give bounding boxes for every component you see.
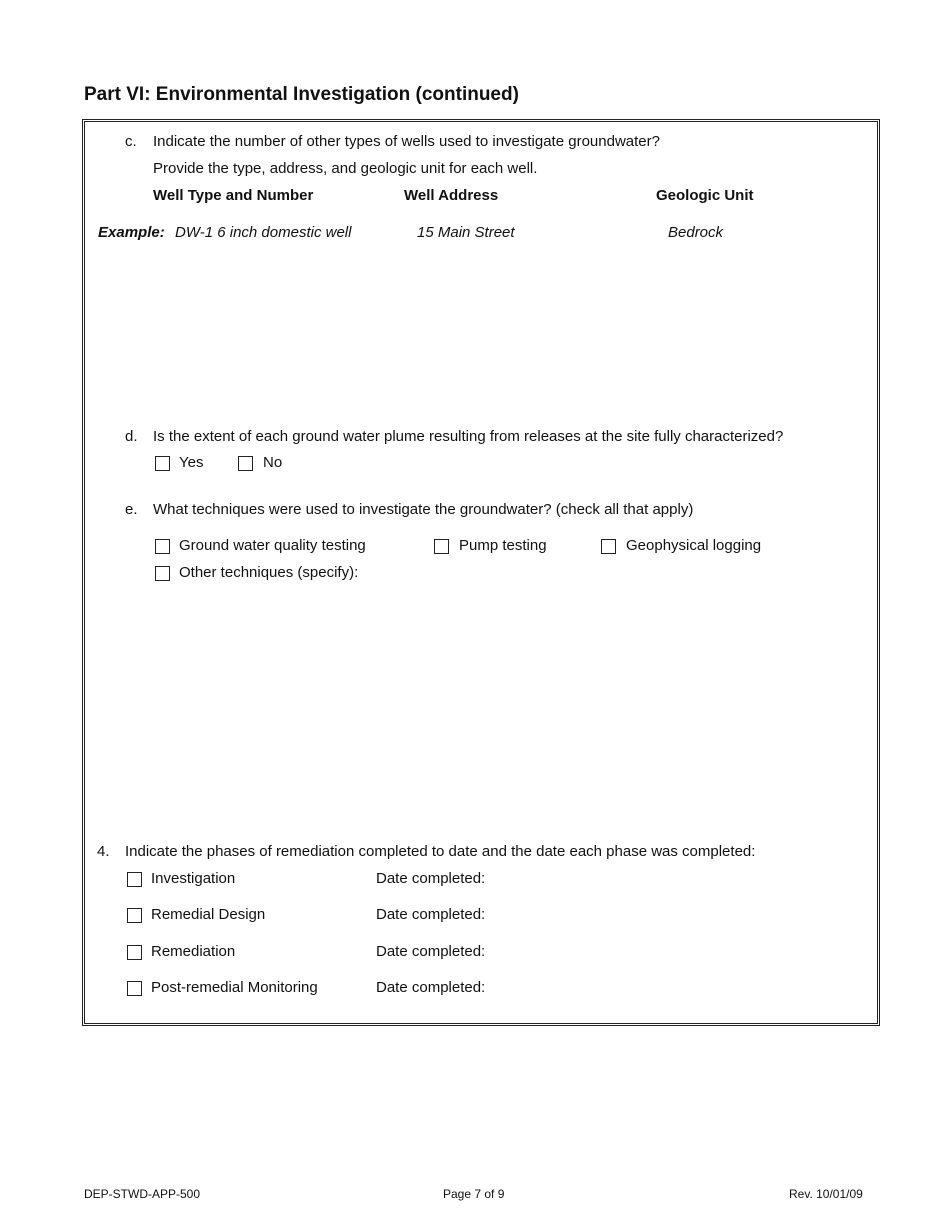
remedial-design-checkbox[interactable] [127,908,142,923]
post-remedial-monitoring-checkbox[interactable] [127,981,142,996]
example-unit: Bedrock [668,224,724,241]
geophysical-logging-label: Geophysical logging [626,537,762,554]
remediation-label: Remediation [151,943,236,960]
question-4-marker: 4. [97,843,110,860]
header-well-type: Well Type and Number [153,187,314,204]
footer-revision: Rev. 10/01/09 [789,1187,863,1201]
footer-page-number: Page 7 of 9 [443,1187,505,1201]
example-address: 15 Main Street [417,224,515,241]
question-e-marker: e. [125,501,138,518]
question-e-text: What techniques were used to investigate the groundwater? (check all that apply) [153,501,694,518]
remediation-checkbox[interactable] [127,945,142,960]
remediation-date-label: Date completed: [376,943,486,960]
question-c-text: Indicate the number of other types of wells used to investigate groundwater? [153,133,660,150]
question-d-text: Is the extent of each ground water plume resulting from releases at the site fully characterized? [153,428,784,445]
investigation-date-label: Date completed: [376,870,486,887]
example-label: Example: [98,224,165,241]
gw-quality-testing-checkbox[interactable] [155,539,170,554]
pump-testing-checkbox[interactable] [434,539,449,554]
header-well-address: Well Address [404,187,499,204]
remedial-design-date-label: Date completed: [376,906,486,923]
remedial-design-label: Remedial Design [151,906,266,923]
question-d-marker: d. [125,428,138,445]
no-label: No [263,454,283,471]
yes-label: Yes [179,454,204,471]
other-techniques-checkbox[interactable] [155,566,170,581]
question-c-marker: c. [125,133,137,150]
no-checkbox[interactable] [238,456,253,471]
gw-quality-testing-label: Ground water quality testing [179,537,366,554]
page-title: Part VI: Environmental Investigation (continued) [84,84,519,105]
investigation-checkbox[interactable] [127,872,142,887]
example-well: DW-1 6 inch domestic well [175,224,352,241]
post-remedial-monitoring-label: Post-remedial Monitoring [151,979,318,996]
footer-form-id: DEP-STWD-APP-500 [84,1187,201,1201]
investigation-label: Investigation [151,870,236,887]
pump-testing-label: Pump testing [459,537,547,554]
question-c-instruction: Provide the type, address, and geologic unit for each well. [153,160,538,177]
yes-checkbox[interactable] [155,456,170,471]
header-geologic-unit: Geologic Unit [656,187,754,204]
geophysical-logging-checkbox[interactable] [601,539,616,554]
post-remedial-monitoring-date-label: Date completed: [376,979,486,996]
question-4-text: Indicate the phases of remediation completed to date and the date each phase was completed: [125,843,756,860]
other-techniques-label: Other techniques (specify): [179,564,359,581]
